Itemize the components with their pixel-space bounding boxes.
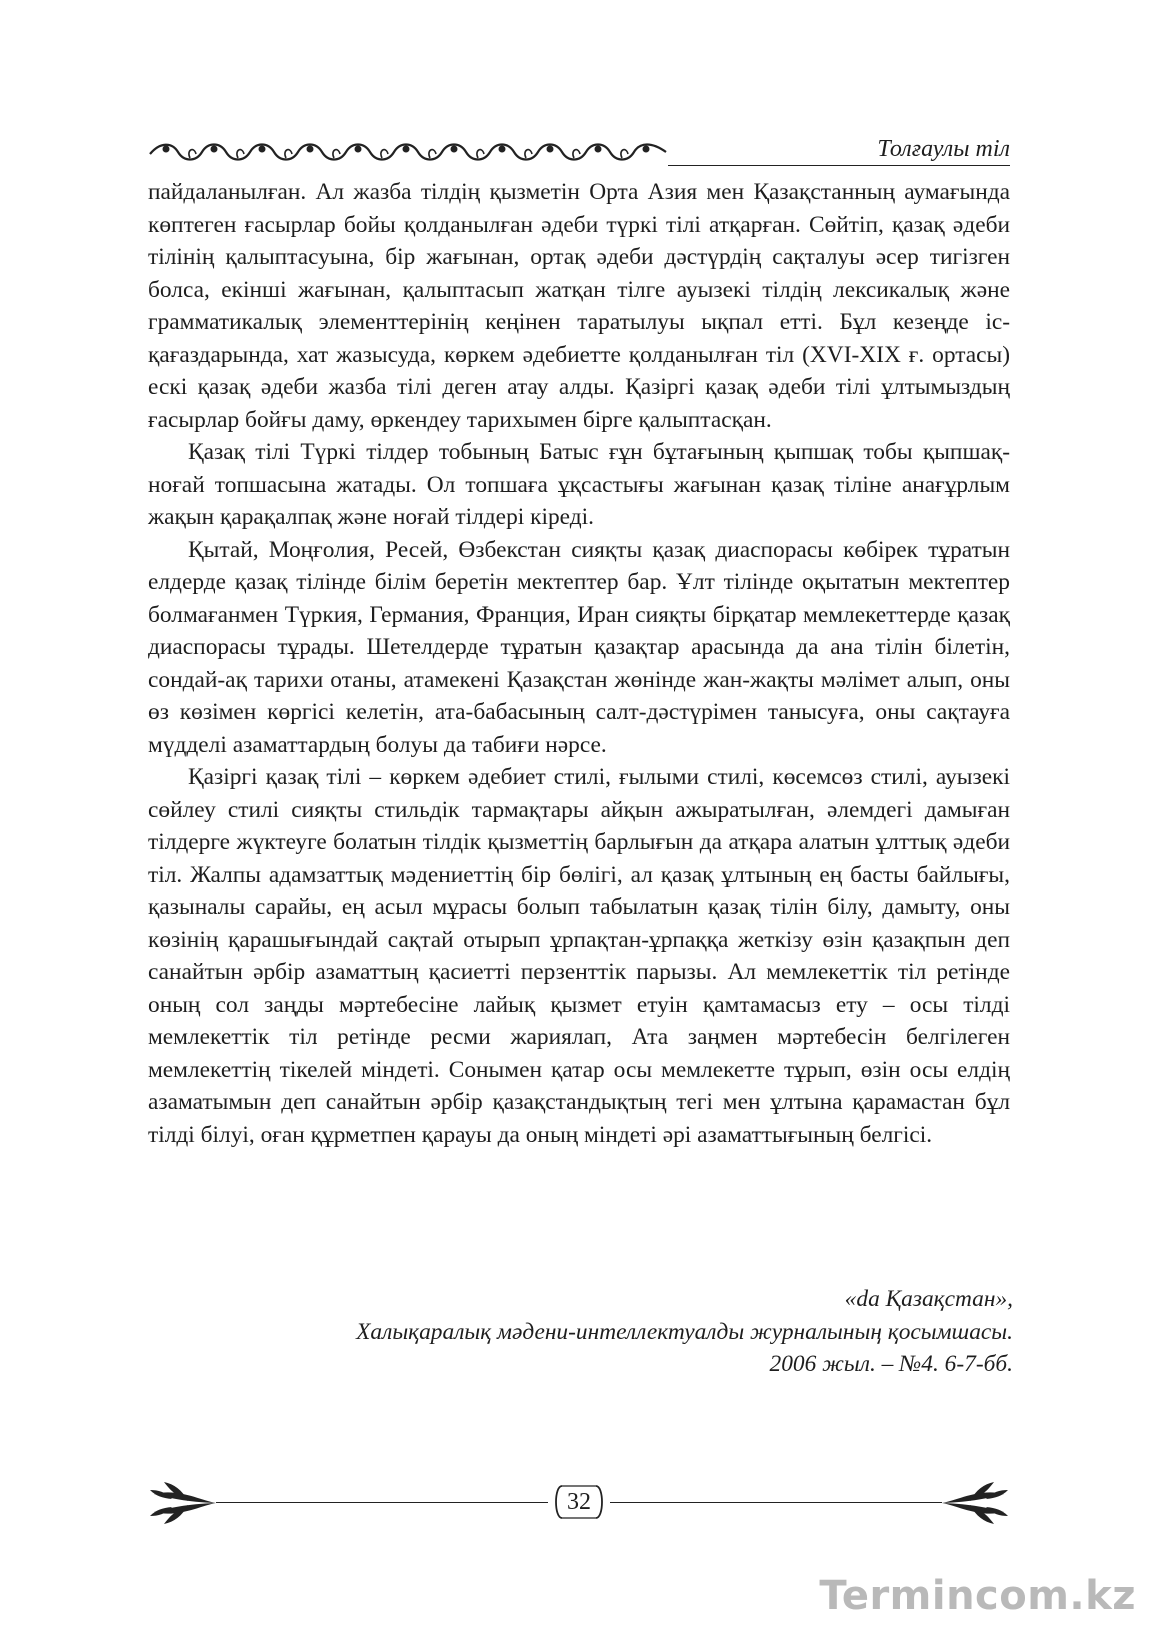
- header-rule: [668, 165, 1010, 166]
- scroll-ornament-icon: [148, 140, 668, 166]
- footer-rule-left: [216, 1502, 548, 1503]
- citation-journal-title: «da Қазақстан»,: [844, 1286, 1013, 1312]
- paragraph: Қытай, Моңғолия, Ресей, Өзбекстан сияқты қазақ диаспорасы көбірек тұратын елдерде қазақ тілінде білім беретін мектептер бар. Ұлт тілінде оқытатын мектептер болмағанмен Түркия, Германия, Франция, Иран сияқты бірқатар мемлекеттерде қазақ диаспорасы тұрады. Шетелдерде тұратын қазақтар арасында да ана тілін білетін, сондай-ақ тарихи отаны, атамекені Қазақстан жөнінде жан-жақты мәлімет алып, оны өз көзімен көргісі келетін, ата-бабасының салт-дәстүрімен танысуға, оны сақтауға мүдделі азаматтардың болуы да табиғи нәрсе.: [148, 536, 1010, 758]
- leaf-ornament-icon: [940, 1478, 1010, 1528]
- leaf-ornament-icon: [148, 1478, 218, 1528]
- page-number-box: [550, 1484, 608, 1518]
- paragraph: Қазіргі қазақ тілі – көркем әдебиет стилі, ғылыми стилі, көсемсөз стилі, ауызекі сөйлеу стилі сияқты стильдік тармақтары айқын ажыратылған, әлемдегі дамыған тілдерге жүктеуге болатын тілдік қызметтің барлығын да атқара алатын ұлттық әдеби тіл. Жалпы адамзаттық мәдениеттің бір бөлігі, ал қазақ ұлтының ең басты байлығы, қазыналы сарайы, ең асыл мұрасы болып табылатын қазақ тілін білу, дамыту, оны көзінің қарашығындай сақтай отырып ұрпақтан-ұрпаққа жеткізу өзін қазақпын деп санайтын әрбір азаматтың қасиетті перзенттік парызы. Ал мемлекеттік тіл ретінде оның сол заңды мәртебесіне лайық қызмет етуін қамтамасыз ету – осы тілді мемлекеттік тіл ретінде ресми жариялап, Ата заңмен мәртебесін белгілеген мемлекеттің тікелей міндеті. Сонымен қатар осы мемлекетте тұрып, өзін осы елдің азаматымын деп санайтын әрбір қазақстандықтың тегі мен ұлтына қарамастан бұл тілді білуі, оған құрметпен қарауы да оның міндеті әрі азаматтығының белгісі.: [148, 764, 1010, 1148]
- citation-description: Халықаралық мәдени-интеллектуалды журналының қосымшасы.: [356, 1318, 1013, 1345]
- page-number: 32: [567, 1489, 591, 1515]
- running-header: [148, 132, 1010, 172]
- source-citation: [173, 1283, 1013, 1381]
- paragraph: пайдаланылған. Ал жазба тілдің қызметін Орта Азия мен Қазақстанның аумағында көптеген ғасырлар бойы қолданылған әдеби түркі тілі атқарған. Сөйтіп, қазақ әдеби тілінің қалыптасуына, бір жағынан, ортақ әдеби дәстүрдің сақталуы әсер тигізген болса, екінші жағынан, қалыптасып жатқан тілге ауызекі тілдің лексикалық және грамматикалық элементтерінің кеңінен таратылуы ықпал етті. Бұл кезеңде іс-қағаздарында, хат жазысуда, көркем әдебиетте қолданылған тіл (XVI-XIX ғ. ортасы) ескі қазақ әдеби жазба тілі деген атау алды. Қазіргі қазақ әдеби тілі ұлтымыздың ғасырлар бойғы даму, өркендеу тарихымен бірге қалыптасқан.: [148, 179, 1010, 433]
- running-title: Толғаулы тіл: [877, 136, 1010, 162]
- body-text: [148, 176, 1010, 1151]
- paragraph: Қазақ тілі Түркі тілдер тобының Батыс ғұн бұтағының қыпшақ тобы қыпшақ-ноғай топшасына жатады. Ол топшаға ұқсастығы жағынан қазақ тіліне анағұрлым жақын қарақалпақ және ноғай тілдері кіреді.: [148, 439, 1010, 530]
- site-watermark: Termincom.kz: [819, 1573, 1136, 1619]
- footer-rule-right: [610, 1502, 942, 1503]
- citation-issue: 2006 жыл. – №4. 6-7-бб.: [769, 1351, 1013, 1377]
- page-footer: [148, 1478, 1010, 1528]
